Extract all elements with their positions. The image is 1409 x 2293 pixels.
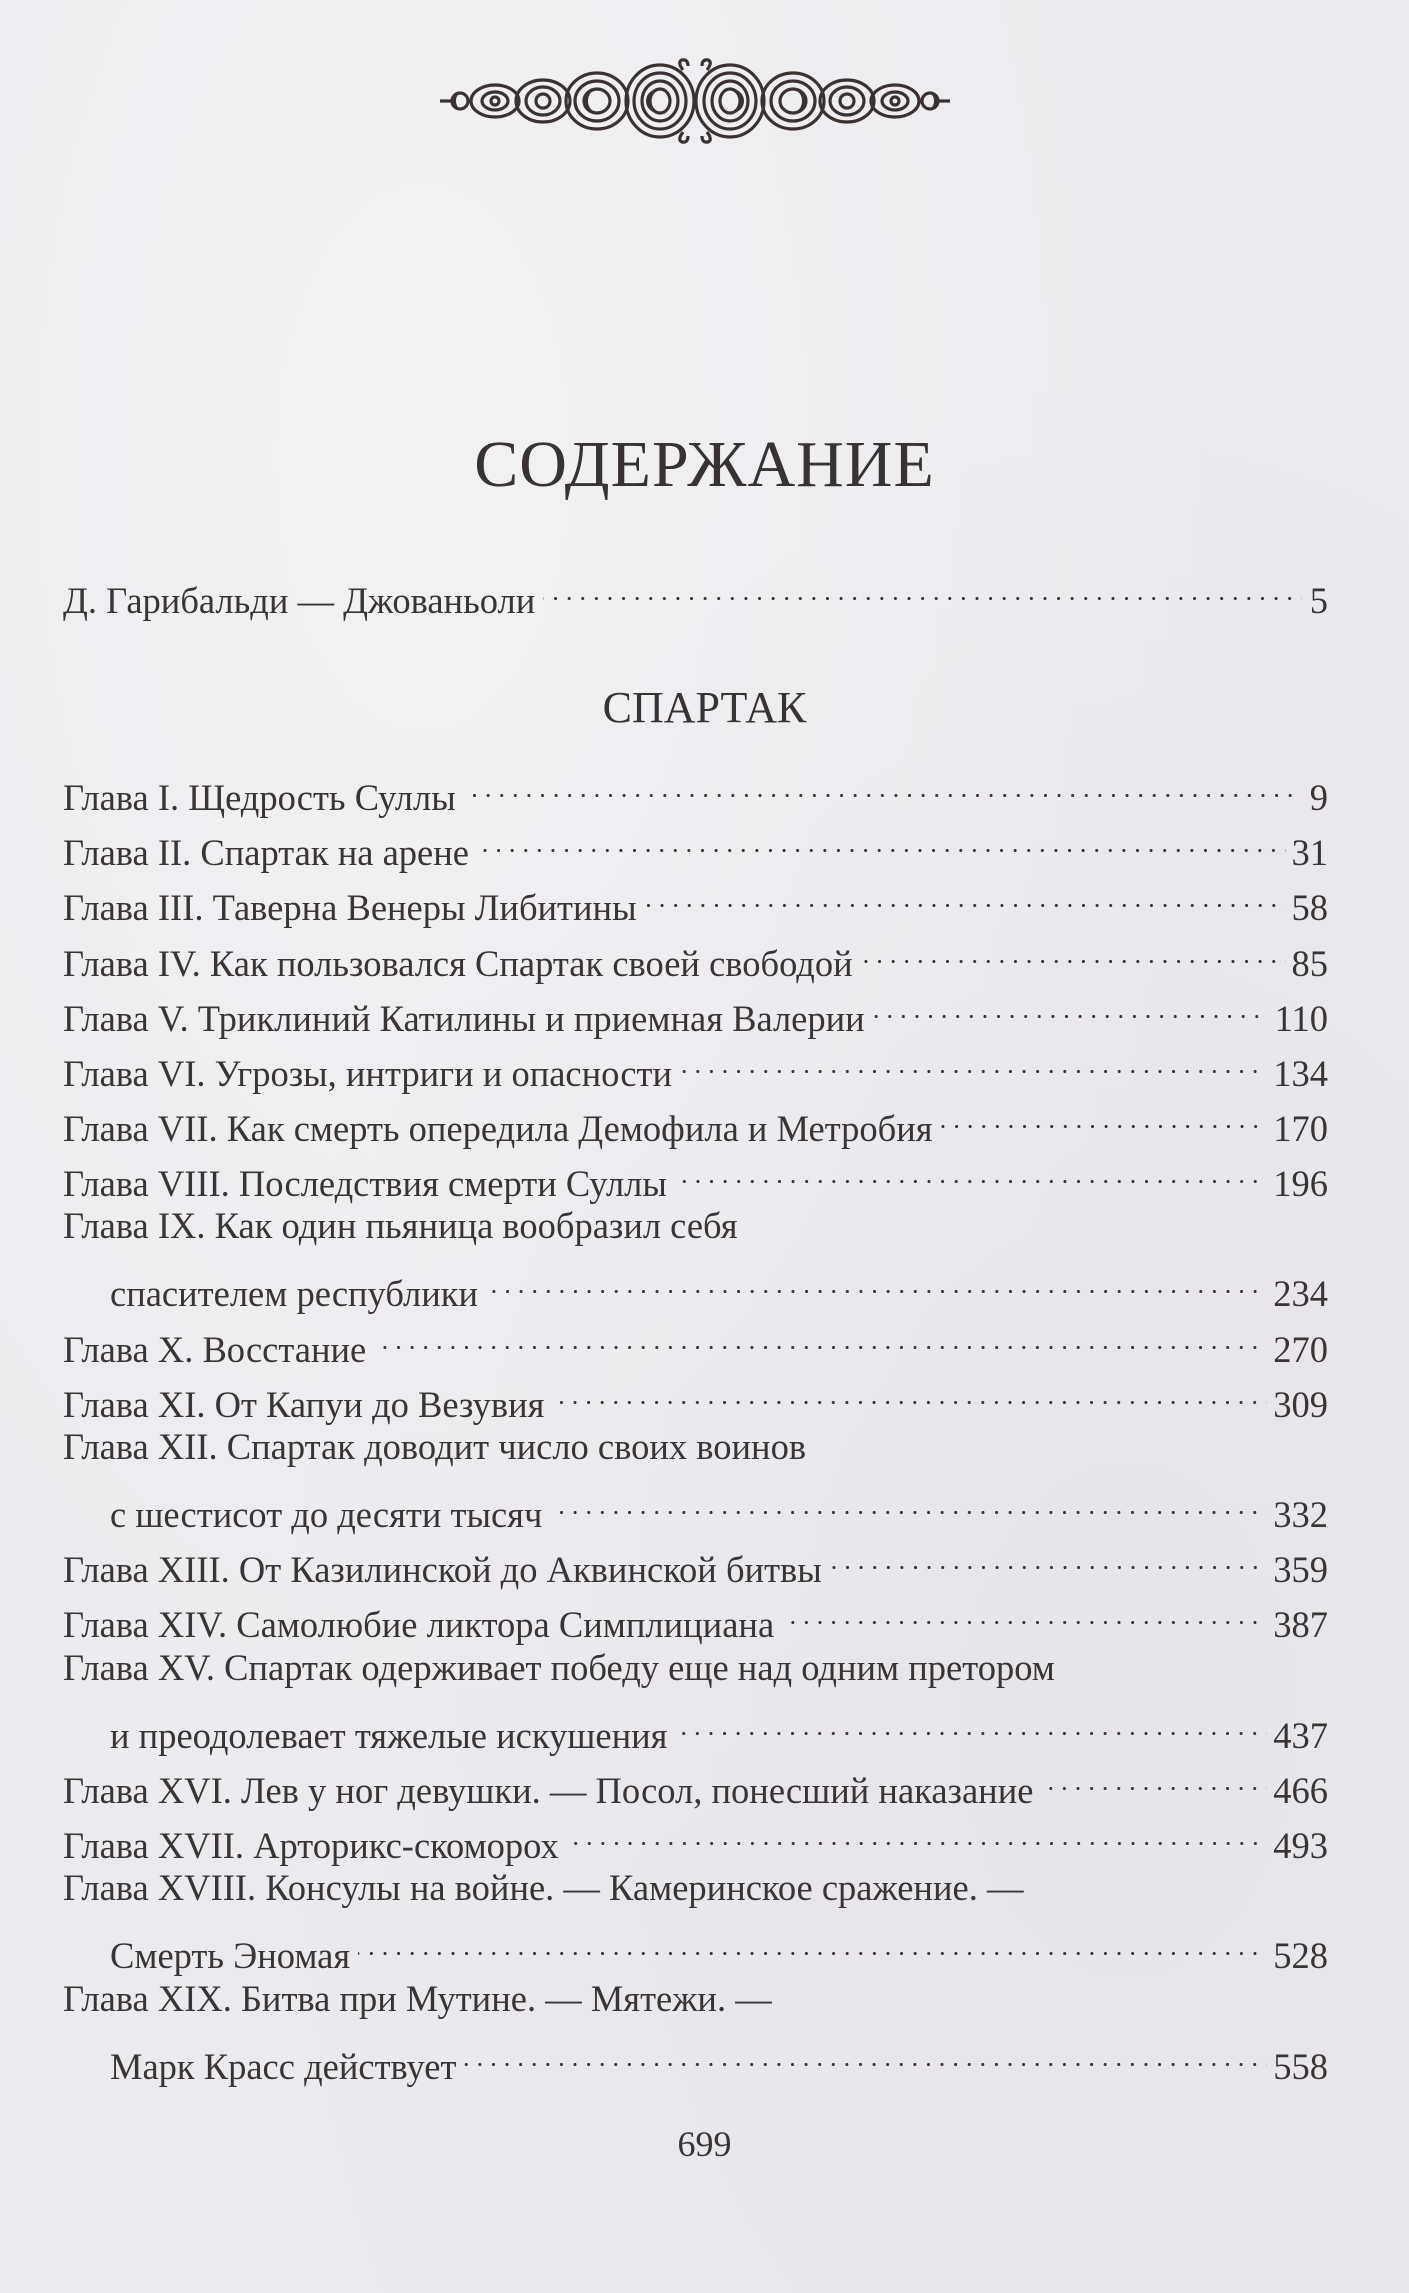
toc-entry-chapter-9-line-2[interactable] [110, 1256, 1328, 1314]
toc-page-number: 31 [1291, 832, 1328, 873]
dot-leader [645, 870, 1286, 920]
toc-page-number: 234 [1273, 1273, 1328, 1314]
dot-leader [675, 1146, 1267, 1196]
toc-page-number: 85 [1291, 943, 1328, 984]
toc-page-number: 196 [1273, 1163, 1328, 1204]
page-title: СОДЕРЖАНИЕ [474, 428, 935, 501]
toc-page-number: 9 [1309, 777, 1328, 818]
dot-leader [543, 563, 1302, 613]
toc-entry-chapter-14[interactable] [63, 1587, 1328, 1645]
dot-leader [680, 1036, 1267, 1086]
toc-entry-title: Глава IV. Как пользовался Спартак своей свободой [63, 943, 853, 984]
toc-entry-chapter-8[interactable] [63, 1146, 1328, 1204]
dot-leader [550, 1477, 1267, 1527]
toc-entry-chapter-18-line-2[interactable] [110, 1918, 1328, 1976]
toc-page-number: 170 [1273, 1108, 1328, 1149]
toc-entry-chapter-15-line-1[interactable] [63, 1643, 1328, 1693]
toc-entry-title: Д. Гарибальди — Джованьоли [63, 580, 536, 621]
toc-entry-chapter-6[interactable] [63, 1036, 1328, 1094]
toc-entry-title-continued: Марк Красс действует [110, 2046, 457, 2087]
scroll-spiral-ornament-icon [440, 58, 950, 144]
toc-entry-title: Глава I. Щедрость Суллы [63, 777, 456, 818]
toc-entry-title-continued: и преодолевает тяжелые искушения [110, 1715, 668, 1756]
dot-leader [552, 1367, 1267, 1417]
toc-entry-title-continued: спасителем республики [110, 1273, 478, 1314]
toc-entry-title: Глава XIII. От Казилинской до Аквинской битвы [63, 1549, 822, 1590]
dot-leader [486, 1256, 1267, 1306]
toc-entry-chapter-10[interactable] [63, 1312, 1328, 1370]
toc-page-number: 134 [1273, 1053, 1328, 1094]
toc-entry-title: Глава XVI. Лев у ног девушки. — Посол, понесший наказание [63, 1770, 1034, 1811]
dot-leader [861, 926, 1286, 976]
dot-leader [567, 1808, 1267, 1858]
toc-entry-title: Глава XII. Спартак доводит число своих воинов [63, 1426, 807, 1467]
toc-entry-title: Глава XV. Спартак одерживает победу еще над одним претором [63, 1647, 1055, 1688]
toc-entry-chapter-12-line-2[interactable] [110, 1477, 1328, 1535]
toc-entry-title: Глава II. Спартак на арене [63, 832, 469, 873]
toc-page-number: 5 [1309, 580, 1328, 621]
toc-page-number: 270 [1273, 1329, 1328, 1370]
toc-page-number: 332 [1273, 1494, 1328, 1535]
toc-entry-title: Глава VIII. Последствия смерти Суллы [63, 1163, 667, 1204]
toc-entry-chapter-19-line-1[interactable] [63, 1974, 1328, 2024]
folio-page-number: 699 [677, 2124, 732, 2164]
dot-leader [1041, 1753, 1267, 1803]
toc-entry-chapter-5[interactable] [63, 981, 1328, 1039]
toc-entry-chapter-4[interactable] [63, 926, 1328, 984]
toc-entry-chapter-7[interactable] [63, 1091, 1328, 1149]
toc-entry-introduction[interactable] [63, 563, 1328, 621]
toc-entry-chapter-17[interactable] [63, 1808, 1328, 1866]
toc-entry-title: Глава VI. Угрозы, интриги и опасности [63, 1053, 673, 1094]
toc-page-number: 528 [1273, 1935, 1328, 1976]
toc-entry-chapter-9-line-1[interactable] [63, 1201, 1328, 1251]
toc-page-number: 387 [1273, 1604, 1328, 1645]
dot-leader [477, 815, 1286, 865]
toc-entry-chapter-12-line-1[interactable] [63, 1422, 1328, 1472]
toc-entry-chapter-16[interactable] [63, 1753, 1328, 1811]
toc-page-number: 110 [1274, 998, 1328, 1039]
dot-leader [873, 981, 1269, 1031]
toc-entry-title: Глава X. Восстание [63, 1329, 367, 1370]
toc-entry-title: Глава VII. Как смерть опередила Демофила и Метробия [63, 1108, 933, 1149]
dot-leader [374, 1312, 1267, 1362]
toc-entry-title: Глава IX. Как один пьяница вообразил себя [63, 1205, 738, 1246]
dot-leader [358, 1918, 1267, 1968]
toc-entry-chapter-3[interactable] [63, 870, 1328, 928]
toc-entry-title: Глава V. Триклиний Катилины и приемная Валерии [63, 998, 865, 1039]
toc-entry-title: Глава XVII. Арторикс-скоморох [63, 1825, 559, 1866]
toc-entry-chapter-11[interactable] [63, 1367, 1328, 1425]
toc-page-number: 359 [1273, 1549, 1328, 1590]
dot-leader [830, 1532, 1267, 1582]
section-heading: СПАРТАК [602, 683, 807, 732]
toc-entry-chapter-13[interactable] [63, 1532, 1328, 1590]
toc-entry-title-continued: Смерть Эномая [110, 1935, 351, 1976]
toc-page-number: 437 [1273, 1715, 1328, 1756]
dot-leader [464, 2029, 1267, 2079]
toc-page-number: 558 [1273, 2046, 1328, 2087]
toc-entry-title: Глава XI. От Капуи до Везувия [63, 1384, 545, 1425]
toc-entry-title: Глава XIX. Битва при Мутине. — Мятежи. — [63, 1978, 772, 2019]
toc-entry-title: Глава XIV. Самолюбие ликтора Симплициана [63, 1604, 775, 1645]
toc-page-number: 309 [1273, 1384, 1328, 1425]
toc-page-number: 493 [1273, 1825, 1328, 1866]
toc-page-number: 58 [1291, 887, 1328, 928]
dot-leader [464, 760, 1302, 810]
toc-page-number: 466 [1273, 1770, 1328, 1811]
dot-leader [675, 1698, 1267, 1748]
toc-entry-title: Глава XVIII. Консулы на войне. — Камеринское сражение. — [63, 1867, 1024, 1908]
toc-entry-chapter-1[interactable] [63, 760, 1328, 818]
toc-entry-chapter-2[interactable] [63, 815, 1328, 873]
toc-entry-chapter-18-line-1[interactable] [63, 1863, 1328, 1913]
dot-leader [782, 1587, 1267, 1637]
toc-entry-chapter-19-line-2[interactable] [110, 2029, 1328, 2087]
toc-entry-title: Глава III. Таверна Венеры Либитины [63, 887, 637, 928]
toc-entry-chapter-15-line-2[interactable] [110, 1698, 1328, 1756]
dot-leader [941, 1091, 1268, 1141]
toc-entry-title-continued: с шестисот до десяти тысяч [110, 1494, 543, 1535]
